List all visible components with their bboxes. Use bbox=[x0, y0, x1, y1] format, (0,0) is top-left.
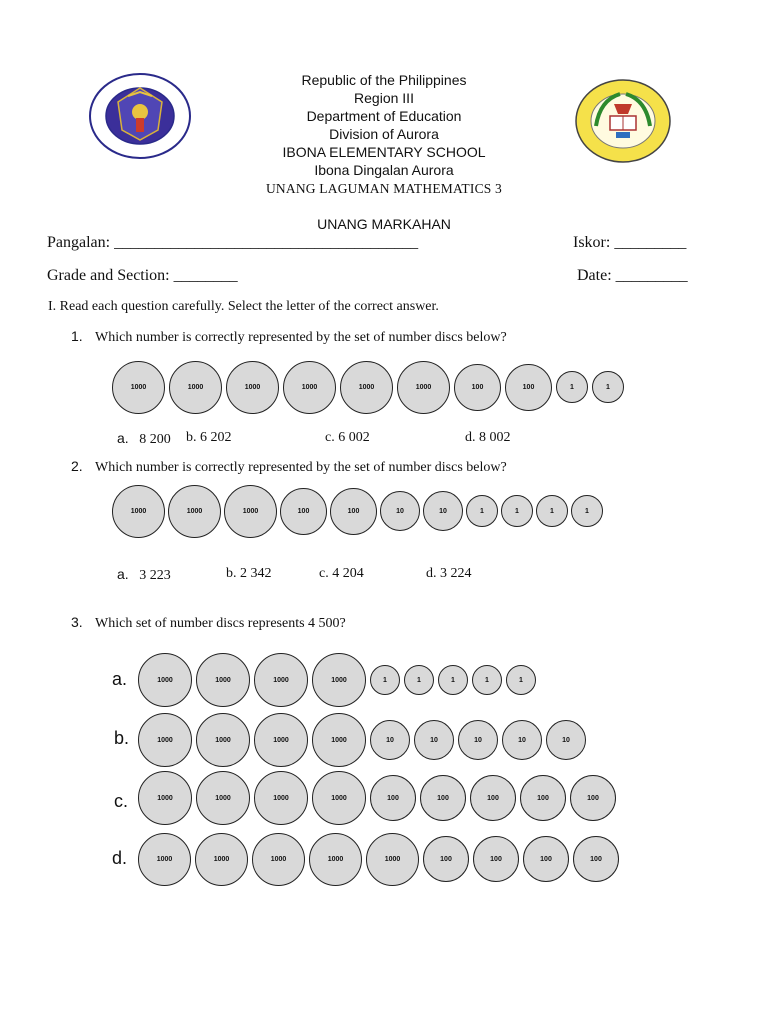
question-2 bbox=[71, 458, 507, 476]
instructions: I. Read each question carefully. Select the letter of the correct answer. bbox=[48, 299, 439, 314]
number-disc-100: 100 bbox=[473, 836, 519, 882]
choice-letter: a. bbox=[117, 566, 129, 582]
number-disc-1000: 1000 bbox=[224, 485, 277, 538]
number-disc-10: 10 bbox=[423, 491, 463, 531]
number-disc-1: 1 bbox=[571, 495, 603, 527]
number-disc-1000: 1000 bbox=[138, 833, 191, 886]
name-field[interactable]: Pangalan: ______________________________________ bbox=[47, 234, 419, 251]
number-disc-1: 1 bbox=[592, 371, 624, 403]
question-2-choice-b[interactable]: b. 2 342 bbox=[226, 566, 272, 581]
score-field[interactable]: Iskor: _________ bbox=[573, 234, 687, 251]
question-3-option-a-label[interactable]: a. bbox=[112, 669, 128, 689]
question-2-number: 2. bbox=[71, 458, 83, 474]
number-disc-100: 100 bbox=[570, 775, 616, 821]
header-quarter: UNANG MARKAHAN bbox=[317, 216, 451, 232]
question-3 bbox=[71, 614, 346, 632]
question-1-number: 1. bbox=[71, 328, 83, 344]
number-disc-1: 1 bbox=[404, 665, 434, 695]
number-disc-100: 100 bbox=[370, 775, 416, 821]
number-disc-100: 100 bbox=[520, 775, 566, 821]
number-disc-1000: 1000 bbox=[312, 771, 366, 825]
number-disc-1000: 1000 bbox=[226, 361, 279, 414]
number-disc-1000: 1000 bbox=[283, 361, 336, 414]
number-disc-10: 10 bbox=[414, 720, 454, 760]
number-disc-100: 100 bbox=[423, 836, 469, 882]
number-disc-1000: 1000 bbox=[196, 653, 250, 707]
number-disc-1000: 1000 bbox=[195, 833, 248, 886]
question-1-choice-a[interactable] bbox=[117, 430, 171, 448]
header-division: Division of Aurora bbox=[329, 126, 439, 142]
number-disc-10: 10 bbox=[458, 720, 498, 760]
number-disc-1: 1 bbox=[472, 665, 502, 695]
question-2-choice-d[interactable]: d. 3 224 bbox=[426, 566, 472, 581]
number-disc-1: 1 bbox=[466, 495, 498, 527]
question-1-choice-d[interactable]: d. 8 002 bbox=[465, 430, 511, 445]
number-disc-100: 100 bbox=[454, 364, 501, 411]
number-disc-100: 100 bbox=[573, 836, 619, 882]
header-school: IBONA ELEMENTARY SCHOOL bbox=[282, 144, 486, 160]
choice-value: 3 223 bbox=[139, 568, 171, 583]
question-1-text: Which number is correctly represented by the set of number discs below? bbox=[95, 330, 507, 345]
header-department: Department of Education bbox=[306, 108, 462, 124]
header-country: Republic of the Philippines bbox=[301, 72, 467, 88]
number-disc-1000: 1000 bbox=[196, 771, 250, 825]
header-region: Region III bbox=[354, 90, 414, 106]
question-3-option-c-label[interactable]: c. bbox=[114, 791, 129, 811]
number-disc-10: 10 bbox=[380, 491, 420, 531]
header-exam-title: UNANG LAGUMAN MATHEMATICS 3 bbox=[265, 181, 503, 196]
number-disc-1000: 1000 bbox=[340, 361, 393, 414]
choice-value: 8 200 bbox=[139, 432, 171, 447]
number-disc-100: 100 bbox=[420, 775, 466, 821]
number-disc-1: 1 bbox=[556, 371, 588, 403]
question-2-choice-a[interactable] bbox=[117, 566, 171, 584]
question-2-choice-c[interactable]: c. 4 204 bbox=[319, 566, 364, 581]
question-3-number: 3. bbox=[71, 614, 83, 630]
choice-letter: a. bbox=[117, 430, 129, 446]
number-disc-1000: 1000 bbox=[196, 713, 250, 767]
number-disc-1000: 1000 bbox=[254, 771, 308, 825]
number-disc-1: 1 bbox=[501, 495, 533, 527]
number-disc-1000: 1000 bbox=[112, 485, 165, 538]
number-disc-1: 1 bbox=[536, 495, 568, 527]
date-field[interactable]: Date: _________ bbox=[577, 267, 688, 284]
question-1-choice-c[interactable]: c. 6 002 bbox=[325, 430, 370, 445]
number-disc-100: 100 bbox=[505, 364, 552, 411]
question-3-text: Which set of number discs represents 4 500? bbox=[95, 616, 346, 631]
number-disc-1000: 1000 bbox=[254, 713, 308, 767]
number-disc-10: 10 bbox=[370, 720, 410, 760]
number-disc-1000: 1000 bbox=[397, 361, 450, 414]
question-3-option-d-label[interactable]: d. bbox=[112, 848, 128, 868]
number-disc-1000: 1000 bbox=[312, 653, 366, 707]
number-disc-100: 100 bbox=[470, 775, 516, 821]
number-disc-1000: 1000 bbox=[112, 361, 165, 414]
number-disc-1000: 1000 bbox=[254, 653, 308, 707]
number-disc-100: 100 bbox=[330, 488, 377, 535]
number-disc-1000: 1000 bbox=[138, 713, 192, 767]
number-disc-10: 10 bbox=[502, 720, 542, 760]
question-1 bbox=[71, 328, 507, 346]
number-disc-1: 1 bbox=[506, 665, 536, 695]
number-disc-1000: 1000 bbox=[138, 771, 192, 825]
number-disc-1000: 1000 bbox=[366, 833, 419, 886]
number-disc-1000: 1000 bbox=[168, 485, 221, 538]
number-disc-100: 100 bbox=[280, 488, 327, 535]
question-1-choice-b[interactable]: b. 6 202 bbox=[186, 430, 232, 445]
number-disc-100: 100 bbox=[523, 836, 569, 882]
header-address: Ibona Dingalan Aurora bbox=[314, 162, 454, 178]
number-disc-1000: 1000 bbox=[252, 833, 305, 886]
number-disc-1000: 1000 bbox=[309, 833, 362, 886]
question-2-text: Which number is correctly represented by the set of number discs below? bbox=[95, 460, 507, 475]
number-disc-1: 1 bbox=[370, 665, 400, 695]
number-disc-1000: 1000 bbox=[169, 361, 222, 414]
question-3-option-b-label[interactable]: b. bbox=[114, 728, 130, 748]
grade-section-field[interactable]: Grade and Section: ________ bbox=[47, 267, 238, 284]
number-disc-1000: 1000 bbox=[312, 713, 366, 767]
number-disc-1000: 1000 bbox=[138, 653, 192, 707]
number-disc-1: 1 bbox=[438, 665, 468, 695]
number-disc-10: 10 bbox=[546, 720, 586, 760]
